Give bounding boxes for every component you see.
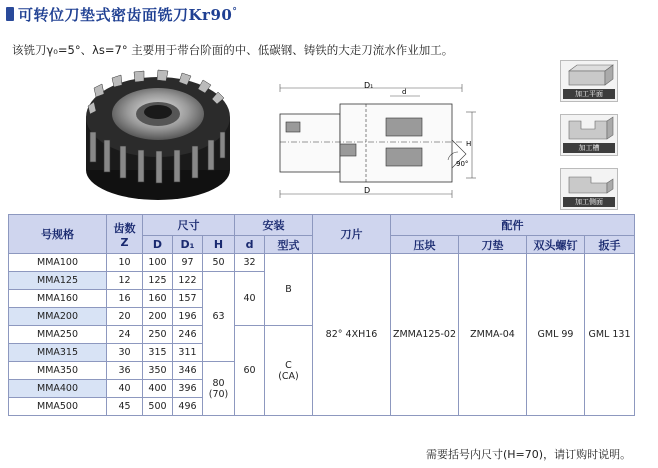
label-D: D [364, 186, 371, 195]
col-pad: 刀垫 [459, 236, 527, 254]
label-h: H [466, 140, 472, 148]
table-row: MMA160 16 160 157 [9, 290, 635, 308]
screw-cell: GML 99 [527, 254, 585, 416]
label-angle: 90° [456, 160, 469, 168]
operation-face-milling: 加工平面 [560, 60, 618, 102]
col-H: H [203, 236, 235, 254]
operation-icons [560, 60, 620, 222]
col-mount: 安装 [235, 215, 313, 236]
description: 该铣刀γ₀=5°、λs=7° 主要用于带台阶面的中、低碳钢、铸铁的大走刀流水作业加工。 [12, 43, 454, 57]
header-row-1 [9, 215, 635, 236]
table-row: MMA500 45 500 496 [9, 398, 635, 416]
col-screw: 双头螺钉 [527, 236, 585, 254]
col-size: 尺寸 [143, 215, 235, 236]
col-D: D [143, 236, 173, 254]
col-model: 号规格 [9, 215, 107, 254]
cutter-drawing [266, 82, 480, 202]
table-row: MMA100 10 100 97 50 32 B 82° 4XH16 ZMMA125-02 ZMMA-04 GML 99 GML 131 [9, 254, 635, 272]
side-milling-icon [561, 169, 617, 197]
col-wrench: 扳手 [585, 236, 635, 254]
table-row: MMA350 36 350 346 80 (70) [9, 362, 635, 380]
col-d: d [235, 236, 265, 254]
wrench-cell: GML 131 [585, 254, 635, 416]
blade-cell: 82° 4XH16 [313, 254, 391, 416]
label-d1: D₁ [364, 82, 374, 90]
col-fitting: 配件 [391, 215, 635, 236]
face-milling-icon [561, 61, 617, 89]
operation-slot-milling: 加工槽 [560, 114, 618, 156]
H-cell: 50 [203, 254, 235, 272]
page-title: 可转位刀垫式密齿面铣刀Kr90° [18, 5, 238, 24]
cutter-photo [60, 62, 250, 212]
type-cell: C (CA) [265, 326, 313, 416]
footnote: 需要括号内尺寸(H=70)，请订购时说明。 [426, 448, 632, 461]
pad-cell: ZMMA-04 [459, 254, 527, 416]
title-bar [6, 4, 237, 24]
table-row: MMA200 20 200 196 [9, 308, 635, 326]
col-clamp: 压块 [391, 236, 459, 254]
d-cell: 32 [235, 254, 265, 272]
type-cell: B [265, 254, 313, 326]
slot-milling-icon [561, 115, 617, 143]
H-cell: 80 (70) [203, 362, 235, 416]
col-teeth: 齿数 Z [107, 215, 143, 254]
H-cell: 63 [203, 272, 235, 362]
spec-table [8, 214, 635, 416]
d-cell: 60 [235, 326, 265, 416]
table-row: MMA250 24 250 246 60 C (CA) [9, 326, 635, 344]
col-type: 型式 [265, 236, 313, 254]
table-row: MMA315 30 315 311 [9, 344, 635, 362]
table-row: MMA125 12 125 122 63 40 [9, 272, 635, 290]
d-cell: 40 [235, 272, 265, 326]
col-D1: D₁ [173, 236, 203, 254]
operation-side-milling: 加工侧面 [560, 168, 618, 210]
clamp-cell: ZMMA125-02 [391, 254, 459, 416]
col-blade: 刀片 [313, 215, 391, 254]
table-row: MMA400 40 400 396 [9, 380, 635, 398]
label-d: d [402, 88, 407, 96]
title-marker [6, 7, 14, 21]
